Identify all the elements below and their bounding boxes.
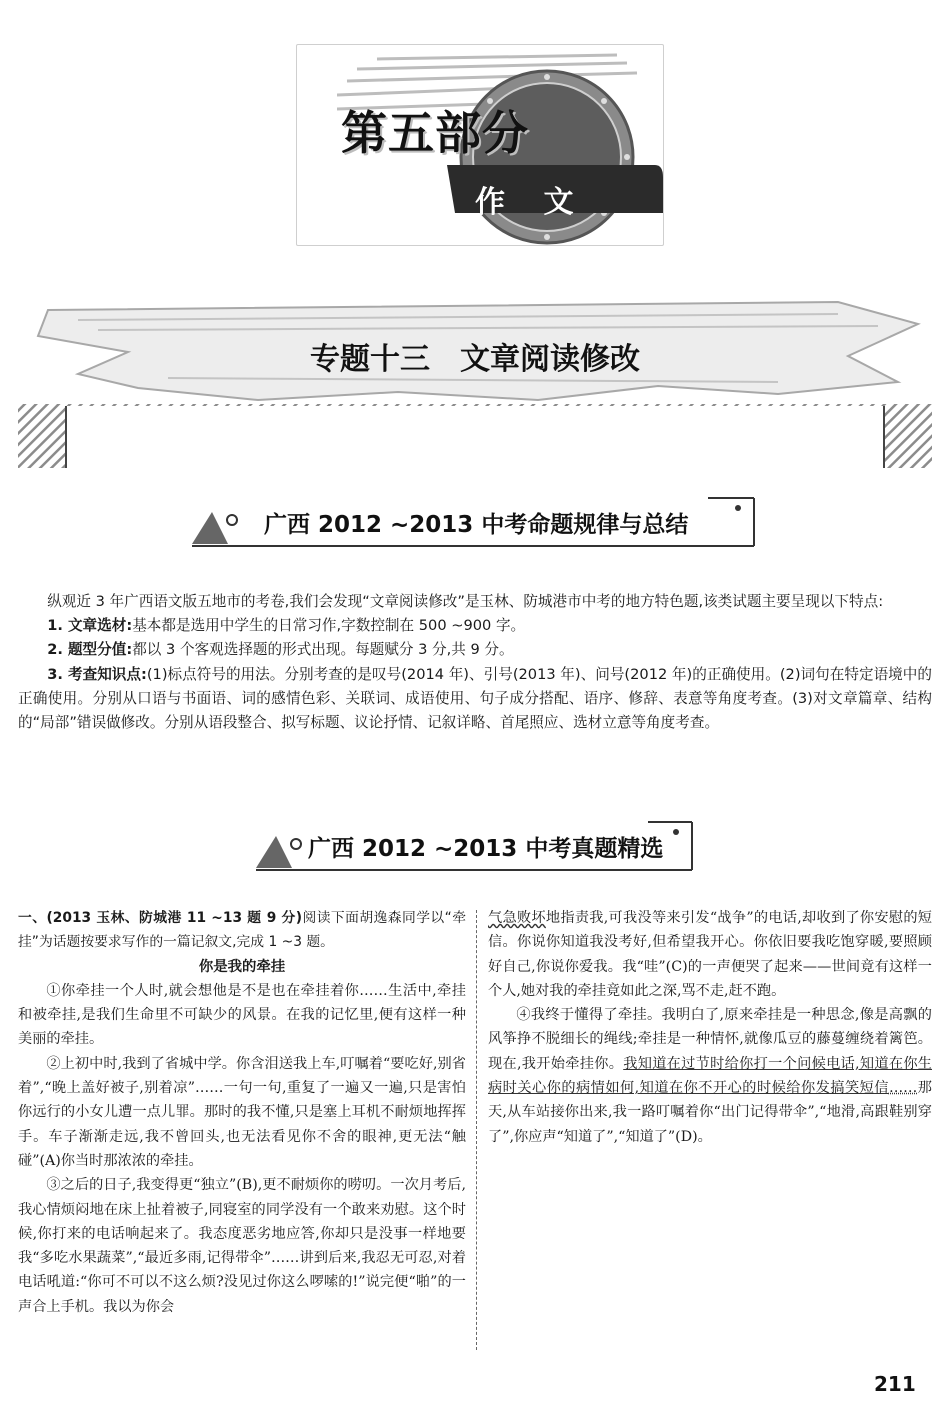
underlined-sentence: 我知道在过节时给你打一个问候电话,知道在你生病时关心你的病情如何,知道在你不开心的时候给你发搞笑短信 — [488, 1055, 932, 1097]
item-label: 1. 文章选材: — [47, 617, 133, 635]
item-label: 2. 题型分值: — [47, 641, 133, 659]
section-heading-1 — [188, 496, 762, 552]
paragraph-text: 地指责我,可我没等来引发“战争”的电话,却收到了你安慰的短信。你说你知道我没考好,但希望我开心。你依旧要我吃饱穿暖,要照顾好自己,你说你爱我。我“哇”(C)的一声便哭了起来——世间竟有这样一个人,她对我的牵挂竟如此之深,骂不走,赶不跑。 — [488, 910, 932, 999]
intro-block — [18, 590, 932, 735]
topic-title: 专题十三 文章阅读修改 — [310, 342, 640, 377]
right-column — [488, 906, 932, 1149]
essay-paragraph-3-continued — [488, 906, 932, 1003]
part-banner — [296, 44, 664, 246]
paragraph-text: 那天,从车站接你出来,我一路叮嘱着你“出门记得带伞”,“地滑,高跟鞋别穿了”,你应声“知道了”,“知道了”(D)。 — [488, 1080, 932, 1145]
essay-title: 你是我的牵挂 — [198, 958, 286, 975]
section-title-2: 广西 2012 ~2013 中考真题精选 — [308, 836, 664, 862]
topic-banner-decoration — [18, 296, 932, 468]
item-label: 3. 考查知识点: — [47, 665, 147, 683]
intro-item-1 — [18, 614, 932, 638]
part-title: 第五部分 — [341, 106, 529, 160]
underlined-ellipsis: …… — [888, 1080, 918, 1097]
section-heading-2 — [252, 820, 698, 876]
essay-paragraph-3: ③之后的日子,我变得更“独立”(B),更不耐烦你的唠叨。一次月考后,我心情烦闷地在床上扯着被子,同寝室的同学没有一个敢来劝慰。这个时候,你打来的电话响起来了。我态度恶劣地应答,你却只是没事一样地要我“多吃水果蔬菜”,“最近多雨,记得带伞”……讲到后来,我忍无可忍,对着电话吼道:“你可不可以不这么烦?没见过你这么啰嗦的!”说完便“啪”的一声合上手机。我以为你会 — [18, 1177, 466, 1315]
question-label: 一、 — [18, 910, 47, 926]
essay-paragraph-1: ①你牵挂一个人时,就会想他是不是也在牵挂着你……生活中,牵挂和被牵挂,是我们生命里不可缺少的风景。在我的记忆里,便有这样一种美丽的牵挂。 — [18, 982, 466, 1048]
question-text: 阅读下面胡逸森同学以“牵挂”为话题按要求写作的一篇记叙文,完成 1 ~3 题。 — [18, 910, 466, 951]
essay-paragraph-4 — [488, 1003, 932, 1149]
item-text: 基本都是选用中学生的日常习作,字数控制在 500 ~900 字。 — [132, 617, 526, 635]
left-column — [18, 906, 466, 1319]
page-number: 211 — [874, 1372, 916, 1396]
item-text: 都以 3 个客观选择题的形式出现。每题赋分 3 分,共 9 分。 — [132, 641, 514, 659]
intro-item-3 — [18, 663, 932, 736]
part-subtitle: 作 文 — [475, 185, 588, 220]
intro-paragraph: 纵观近 3 年广西语文版五地市的考卷,我们会发现“文章阅读修改”是玉林、防城港市中考的地方特色题,该类试题主要呈现以下特点: — [47, 593, 884, 610]
question-header — [18, 906, 466, 955]
wavy-underlined-phrase: 气急败坏 — [488, 910, 546, 926]
topic-banner — [18, 296, 932, 468]
intro-item-2 — [18, 638, 932, 662]
paragraph-text: ④我终于懂得了牵挂。我明白了,原来牵挂是一种思念,像是高飘的风筝挣不脱细长的绳线;牵挂是一种情怀,就像瓜豆的藤蔓缠绕着篱笆。现在,我开始牵挂你。 — [488, 1007, 932, 1072]
question-source: (2013 玉林、防城港 11 ~13 题 9 分) — [46, 910, 303, 926]
item-text: (1)标点符号的用法。分别考查的是叹号(2014 年)、引号(2013 年)、问号(2012 年)的正确使用。(2)词句在特定语境中的正确使用。分别从口语与书面语、词的感情色彩、关联词、成语使用、句子成分搭配、语序、修辞、表意等角度考查。(3)对文章篇章、结构的“局部”错误做修改。分别从语段整合、拟写标题、议论抒情、记叙详略、首尾照应、选材立意等角度考查。 — [18, 665, 932, 732]
essay-paragraph-2: ②上初中时,我到了省城中学。你含泪送我上车,叮嘱着“要吃好,别省着”,“晚上盖好被子,别着凉”……一句一句,重复了一遍又一遍,只是害怕你远行的小女儿遭一点儿罪。那时的我不懂,只是塞上耳机不耐烦地挥挥手。车子渐渐走远,我不曾回头,也无法看见你不舍的眼神,更无法“触碰”(A)你当时那浓浓的牵挂。 — [18, 1055, 466, 1169]
section-title-1: 广西 2012 ~2013 中考命题规律与总结 — [264, 512, 689, 538]
column-divider — [476, 910, 477, 1350]
